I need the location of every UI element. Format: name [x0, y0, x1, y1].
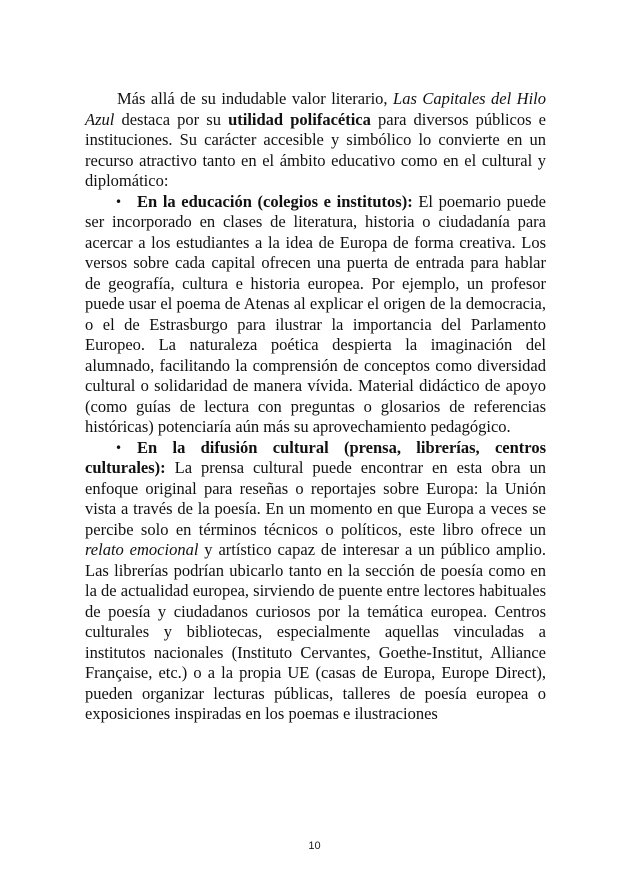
intro-text-3: para diversos públicos e instituciones. Su carácter accesible y simbólico lo convierte en un recurso atractivo tanto en el ámbito educativo como en el cultural y diplomático:	[85, 109, 547, 190]
item-emphasis-cultural: relato emocional	[85, 540, 199, 559]
list-item-education	[85, 192, 546, 438]
intro-text-2: destaca por su	[114, 109, 229, 129]
item-heading-education: En la educación (colegios e institutos):	[137, 191, 413, 211]
item-body-cultural-1: La prensa cultural puede encontrar en esta obra un enfoque original para reseñas o reportajes sobre Europa: la Unión vista a través de la poesía. En un momento en que Europa a veces se percibe solo en términos técnicos o políticos, este libro ofrece un	[85, 458, 546, 539]
page-body	[85, 89, 546, 725]
book-title: Las Capitales del Hilo Azul	[85, 89, 547, 129]
item-body-education: El poemario puede ser incorporado en clases de literatura, historia o ciudadanía para acercar a los estudiantes a la idea de Europa de forma creativa. Los versos sobre cada capital ofrecen una puerta de entrada para hablar de geografía, cultura e historia europea. Por ejemplo, un profesor puede usar el poema de Atenas al explicar el origen de la democracia, o el de Estrasburgo para ilustrar la importancia del Parlamento Europeo. La naturaleza poética despierta la imaginación del alumnado, facilitando la comprensión de conceptos como diversidad cultural o solidaridad de manera vívida. Material didáctico de apoyo (como guías de lectura con preguntas o glosarios de referencias históricas) potenciaría aún más su aprovechamiento pedagógico.	[85, 191, 546, 436]
intro-emphasis: utilidad polifacética	[228, 109, 371, 129]
bullet-icon: •	[115, 440, 123, 455]
item-body-cultural-2: y artístico capaz de interesar a un público amplio. Las librerías podrían ubicarlo tanto en la sección de poesía como en la de actualidad europea, sirviendo de puente entre lectores habituales de poesía y ciudadanos curiosos por la temática europea. Centros culturales y bibliotecas, especialmente aquellas vinculadas a institutos nacionales (Instituto Cervantes, Goethe-Institut, Alliance Française, etc.) o a la propia UE (casas de Europa, Europe Direct), pueden organizar lecturas públicas, talleres de poesía europea o exposiciones inspiradas en los poemas e ilustraciones	[85, 540, 546, 723]
intro-text-1: Más allá de su indudable valor literario,	[117, 89, 394, 108]
page-number: 10	[308, 840, 321, 852]
intro-paragraph	[85, 89, 546, 192]
bullet-icon: •	[115, 194, 123, 209]
item-heading-cultural: En la difusión cultural (prensa, librerías, centros culturales):	[85, 437, 546, 477]
list-item-cultural	[85, 438, 546, 725]
